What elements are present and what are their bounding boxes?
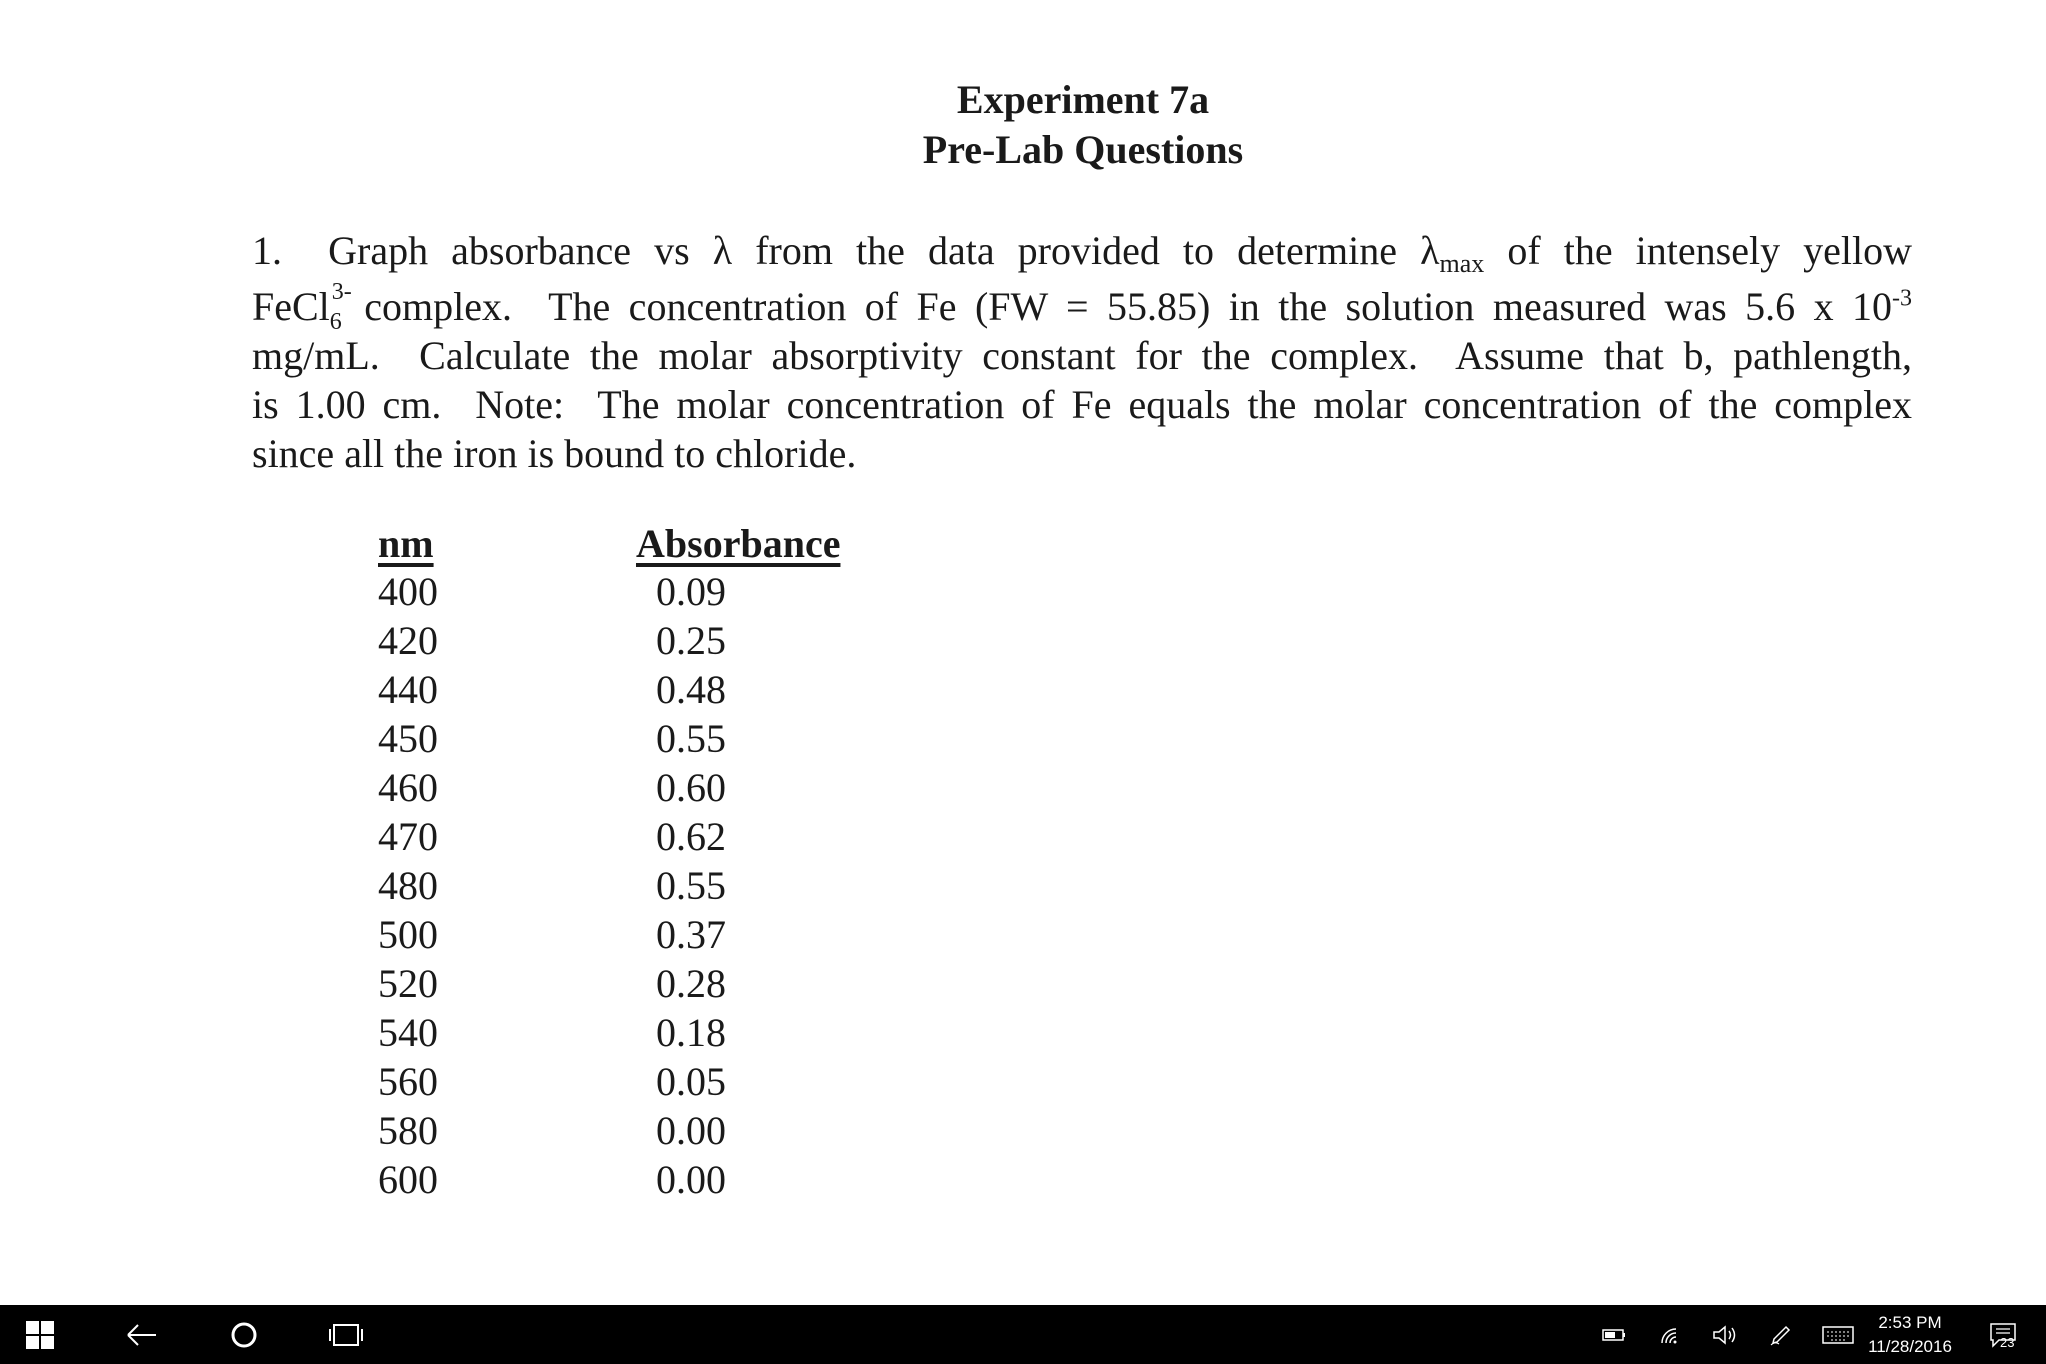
table-cell-absorbance: 0.00 xyxy=(656,1108,726,1153)
windows-taskbar xyxy=(0,1305,2046,1364)
table-cell-absorbance: 0.55 xyxy=(656,716,726,761)
table-cell-absorbance: 0.00 xyxy=(656,1157,726,1202)
table-cell-nm: 520 xyxy=(378,961,438,1006)
table-cell-absorbance: 0.25 xyxy=(656,618,726,663)
table-cell-absorbance: 0.18 xyxy=(656,1010,726,1055)
question-line-1: 1. Graph absorbance vs λ from the data provided to determine $\lambda_{max}$ of the intensely yellow xyxy=(252,228,1913,278)
table-cell-nm: 480 xyxy=(378,863,438,908)
table-cell-nm: 580 xyxy=(378,1108,438,1153)
volume-icon[interactable] xyxy=(1710,1305,1740,1364)
table-cell-absorbance: 0.05 xyxy=(656,1059,726,1104)
table-cell-nm: 600 xyxy=(378,1157,438,1202)
cortana-icon[interactable] xyxy=(226,1305,262,1364)
battery-icon[interactable] xyxy=(1600,1305,1628,1364)
column-header-absorbance: Absorbance xyxy=(636,521,841,566)
notification-count-badge: 23 xyxy=(2000,1335,2015,1350)
wifi-icon[interactable] xyxy=(1656,1305,1684,1364)
question-line-4: is 1.00 cm. Note: The molar concentration of Fe equals the molar concentration of the complex xyxy=(252,382,1912,427)
table-cell-absorbance: 0.62 xyxy=(656,814,726,859)
table-cell-absorbance: 0.09 xyxy=(656,569,726,614)
table-cell-nm: 460 xyxy=(378,765,438,810)
clock-date: 11/28/2016 xyxy=(1868,1337,1952,1356)
table-cell-nm: 440 xyxy=(378,667,438,712)
table-cell-nm: 560 xyxy=(378,1059,438,1104)
table-cell-nm: 500 xyxy=(378,912,438,957)
document-title: Experiment 7a xyxy=(956,77,1210,122)
system-clock[interactable] xyxy=(1850,1311,1970,1359)
clock-time: 2:53 PM xyxy=(1878,1313,1942,1332)
table-cell-absorbance: 0.37 xyxy=(656,912,726,957)
document-subtitle: Pre-Lab Questions xyxy=(922,127,1244,172)
table-cell-nm: 450 xyxy=(378,716,438,761)
question-paragraph xyxy=(252,226,1912,478)
back-arrow-icon[interactable] xyxy=(122,1305,162,1364)
table-cell-nm: 540 xyxy=(378,1010,438,1055)
task-view-icon[interactable] xyxy=(326,1305,366,1364)
table-cell-absorbance: 0.60 xyxy=(656,765,726,810)
table-cell-absorbance: 0.28 xyxy=(656,961,726,1006)
question-line-2: FeCl 3- 6 complex. The concentration of Fe (FW = 55.85) in the solution measured was 5.6 x $10^{-3}$ xyxy=(252,279,1912,335)
question-line-3: mg/mL. Calculate the molar absorptivity constant for the complex. Assume that b, pathlength, xyxy=(252,333,1912,378)
table-cell-nm: 470 xyxy=(378,814,438,859)
table-cell-nm: 400 xyxy=(378,569,438,614)
windows-start-icon[interactable] xyxy=(22,1305,58,1364)
pen-icon[interactable] xyxy=(1766,1305,1796,1364)
table-cell-absorbance: 0.48 xyxy=(656,667,726,712)
question-line-5: since all the iron is bound to chloride. xyxy=(252,431,857,476)
column-header-nm: nm xyxy=(378,521,434,566)
table-cell-absorbance: 0.55 xyxy=(656,863,726,908)
table-cell-nm: 420 xyxy=(378,618,438,663)
